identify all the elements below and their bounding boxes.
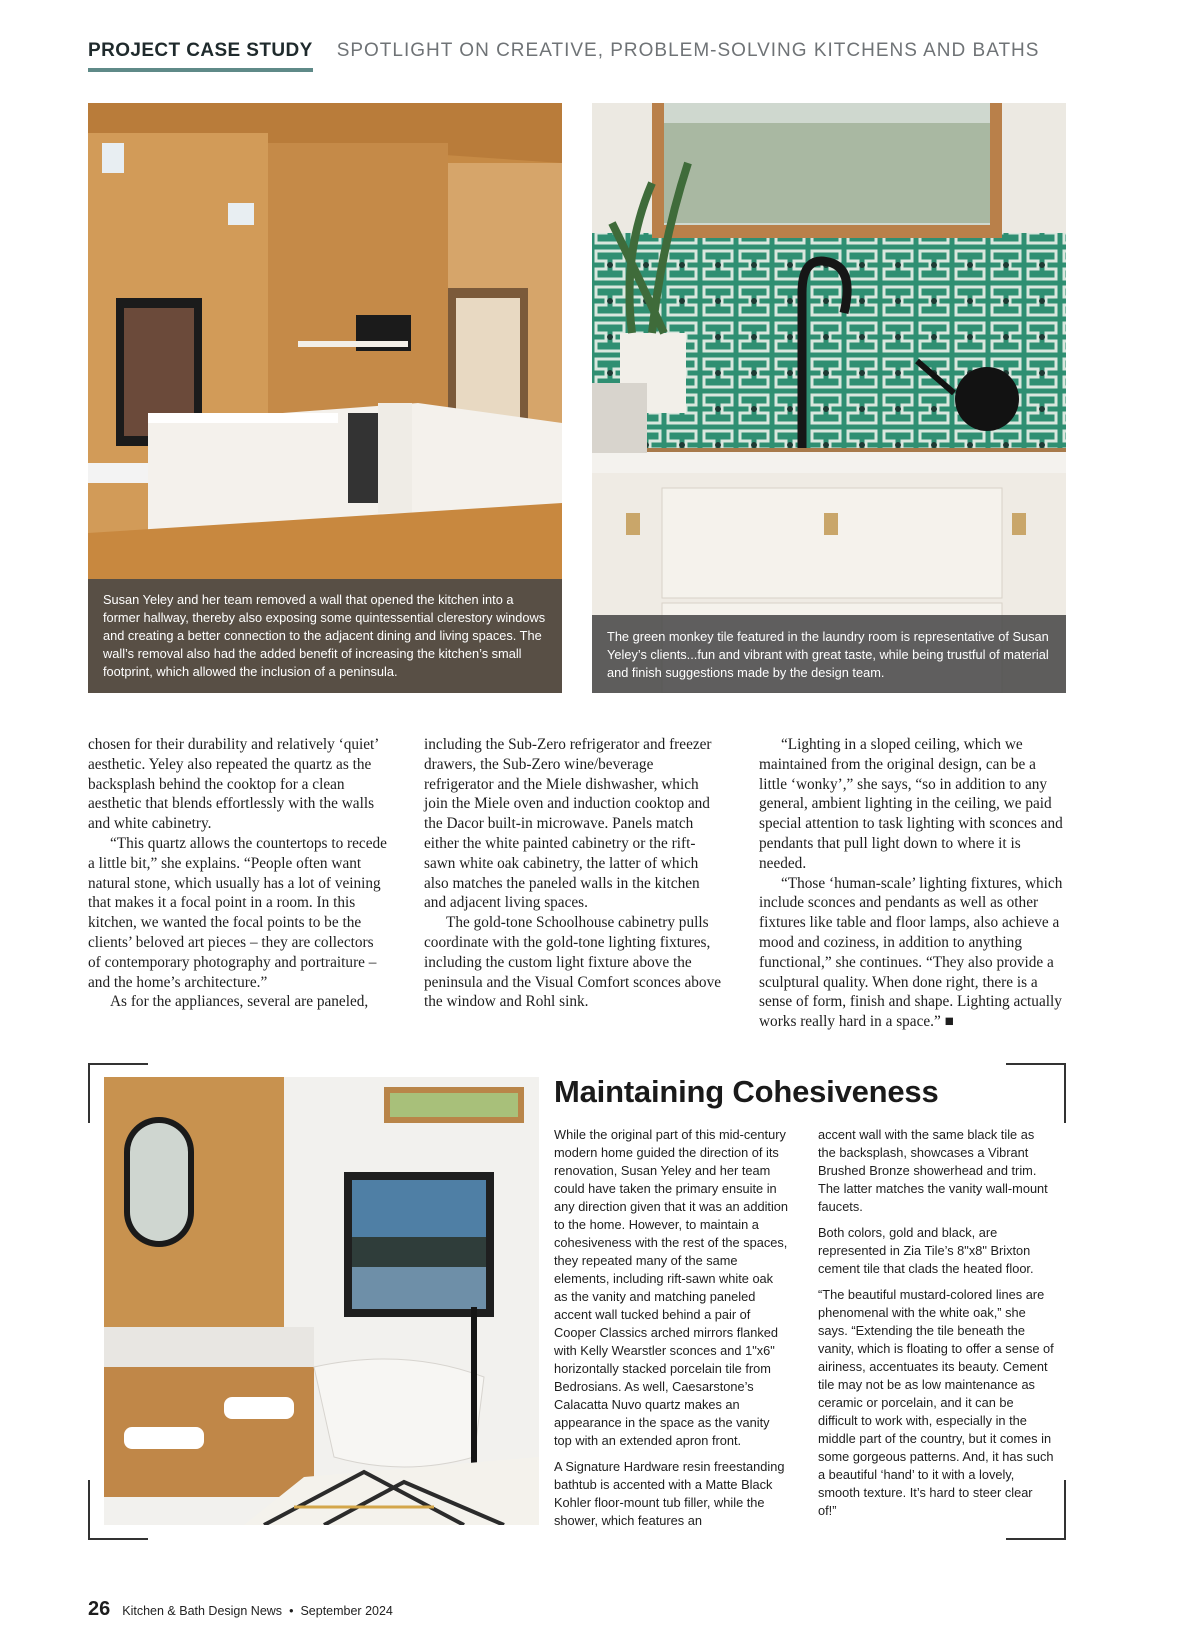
article-column-3 — [759, 735, 1067, 1032]
article-paragraph: including the Sub-Zero refrigerator and freezer drawers, the Sub-Zero wine/beverage refrigerator and the Miele dishwasher, which join the Miele oven and induction cooktop and the Dacor built-in microwave. Panels match either the white painted cabinetry or the rift-sawn white oak cabinetry, the latter of which also matches the paneled walls in the kitchen and adjacent living spaces. — [424, 736, 712, 912]
article-paragraph: As for the appliances, several are paneled, — [110, 993, 369, 1011]
section-kicker: PROJECT CASE STUDY — [88, 40, 313, 72]
bathroom-illustration — [104, 1077, 539, 1525]
sidebar-paragraph: “The beautiful mustard-colored lines are phenomenal with the white oak,” she says. “Extending the tile beneath the vanity, which is floating to offer a sense of airiness, accentuates its beauty. Cement tile may not be as low maintenance as ceramic or porcelain, and it can be difficult to work with, especially in the middle part of the country, but it comes in some gorgeous patterns. And, it has such a beautiful ‘hand’ to it with a lovely, smooth texture. It’s hard to steer clear of!” — [818, 1287, 1054, 1518]
kitchen-photo — [88, 103, 562, 693]
issue-date: September 2024 — [300, 1604, 393, 1618]
page-footer — [88, 1598, 393, 1621]
footer-separator: • — [289, 1604, 294, 1618]
article-paragraph: chosen for their durability and relatively ‘quiet’ aesthetic. Yeley also repeated the quartz as the backsplash behind the cooktop for a clean aesthetic that blends effortlessly with the walls and white cabinetry. — [88, 736, 379, 833]
article-column-1 — [88, 735, 388, 1012]
laundry-illustration — [592, 103, 1066, 693]
sidebar-column-1 — [554, 1126, 790, 1538]
article-column-2 — [424, 735, 724, 1012]
article-paragraph: The gold-tone Schoolhouse cabinetry pulls coordinate with the gold-tone lighting fixtures, including the custom light fixture above the peninsula and the Visual Comfort sconces above the window and Rohl sink. — [424, 914, 722, 1011]
laundry-photo — [592, 103, 1066, 693]
article-paragraph: “Lighting in a sloped ceiling, which we maintained from the original design, can be a little ‘wonky’,” she says, “so in addition to any general, ambient lighting in the ceiling, we paid special attention to task lighting with sconces and pendants that pull light down to where it is needed. — [759, 736, 1063, 872]
sidebar-paragraph: accent wall with the same black tile as the backsplash, showcases a Vibrant Brushed Bronze showerhead and trim. The latter matches the vanity wall-mount faucets. — [818, 1127, 1048, 1214]
page-number: 26 — [88, 1598, 111, 1620]
publication-name: Kitchen & Bath Design News — [122, 1604, 283, 1618]
sidebar-paragraph: While the original part of this mid-century modern home guided the direction of its renovation, Susan Yeley and her team could have taken the primary ensuite in any direction given that it was an addition to the home. However, to maintain a cohesiveness with the rest of the spaces, they repeated many of the same elements, including rift-sawn white oak as the vanity and matching paneled accent wall tucked behind a pair of Cooper Classics arched mirrors flanked with Kelly Wearstler sconces and 1"x6" horizontally stacked porcelain tile from Bedrosians. As well, Caesarstone’s Calacatta Nuvo quartz makes an appearance in the space as the vanity top with an extended apron front. — [554, 1127, 789, 1448]
article-paragraph: “Those ‘human-scale’ lighting fixtures, which include sconces and pendants as well as other fixtures like table and floor lamps, also achieve a mood and coziness, in addition to anything functional,” she continues. “They also provide a sculptural quality. When done right, there is a sense of form, finish and shape. Lighting actually works really hard in a space.” ■ — [759, 874, 1063, 1031]
sidebar-frame-corner — [1006, 1063, 1066, 1123]
sidebar-title: Maintaining Cohesiveness — [554, 1074, 939, 1109]
article-paragraph: “This quartz allows the countertops to recede a little bit,” she explains. “People often want natural stone, which usually has a lot of veining that makes it a focal point in a room. In this kitchen, we wanted the focal points to be the clients’ beloved art pieces – they are collectors of contemporary photography and portraiture – and the home’s architecture.” — [88, 834, 387, 991]
sidebar-column-2 — [818, 1126, 1054, 1528]
bathroom-photo — [104, 1077, 539, 1525]
kitchen-photo-caption: Susan Yeley and her team removed a wall that opened the kitchen into a former hallway, thereby also exposing some quintessential clerestory windows and creating a better connection to the adjacent dining and living spaces. The wall’s removal also had the added benefit of increasing the kitchen’s small footprint, which allowed the inclusion of a peninsula. — [88, 579, 562, 693]
sidebar-paragraph: A Signature Hardware resin freestanding bathtub is accented with a Matte Black Kohler floor-mount tub filler, while the shower, which features an — [554, 1459, 785, 1528]
page-header — [88, 40, 1039, 74]
sidebar-paragraph: Both colors, gold and black, are represented in Zia Tile’s 8"x8" Brixton cement tile that clads the heated floor. — [818, 1225, 1034, 1276]
section-subtitle: SPOTLIGHT ON CREATIVE, PROBLEM-SOLVING KITCHENS AND BATHS — [336, 40, 1040, 61]
laundry-photo-caption: The green monkey tile featured in the laundry room is representative of Susan Yeley’s clients...fun and vibrant with great taste, while being trustful of material and finish suggestions made by the design team. — [592, 615, 1066, 693]
